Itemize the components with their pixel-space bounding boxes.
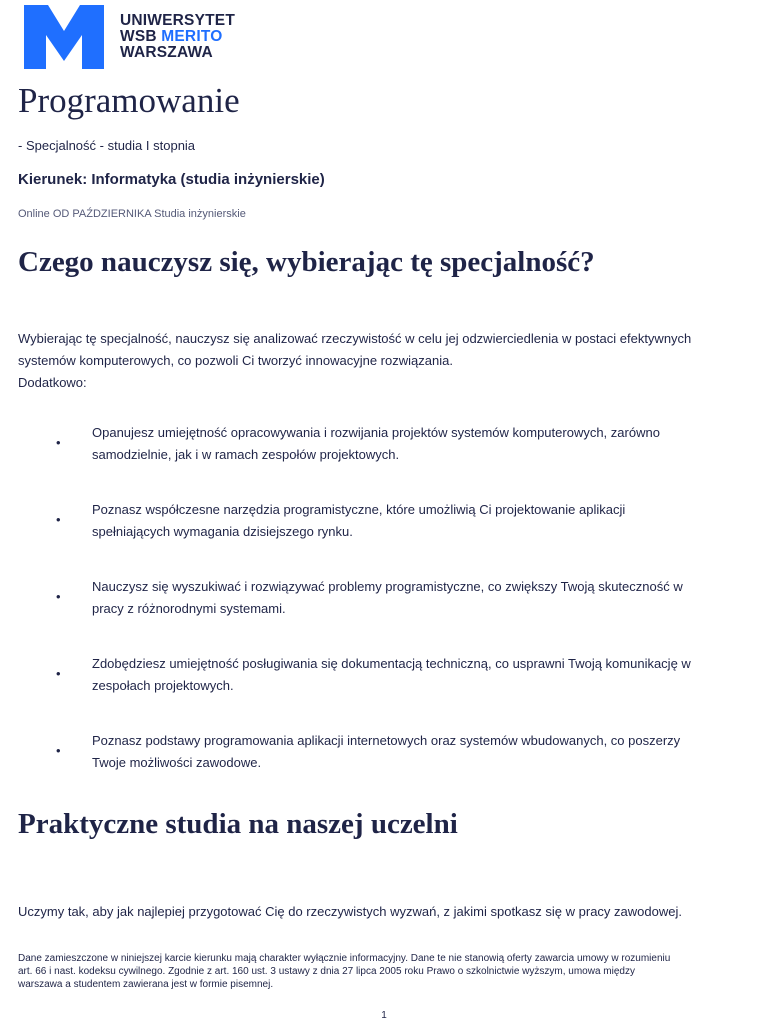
list-item-line: pracy z różnorodnymi systemami. xyxy=(92,601,286,616)
disclaimer-line: Dane zamieszczone w niniejszej karcie kierunku mają charakter wyłącznie informacyjny. Dane te nie stanowią oferty zawarcia umowy w rozumieniu xyxy=(18,953,671,964)
disclaimer-line: art. 66 i nast. kodeksu cywilnego. Zgodnie z art. 160 ust. 3 ustawy z dnia 27 lipca 2005 roku Prawo o szkolnictwie wyższym, umowa między xyxy=(18,966,635,977)
bullet-icon: • xyxy=(56,666,61,681)
logo-line-3: WARSZAWA xyxy=(120,44,213,61)
page-subtitle: - Specjalność - studia I stopnia xyxy=(18,138,196,153)
list-item-text xyxy=(92,730,752,774)
bullet-icon: • xyxy=(56,512,61,527)
disclaimer-line: warszawa a studentem zawierana jest w formie pisemnej. xyxy=(18,979,274,990)
bullet-icon: • xyxy=(56,589,61,604)
page-title: Programowanie xyxy=(18,81,240,120)
section-intro xyxy=(18,328,753,394)
bullet-icon: • xyxy=(56,743,61,758)
university-logo[interactable] xyxy=(24,5,235,69)
list-item-line: samodzielnie, jak i w ramach zespołów projektowych. xyxy=(92,447,400,462)
logo-line-1: UNIWERSYTET xyxy=(120,12,236,29)
legal-disclaimer xyxy=(18,952,753,991)
field-of-study: Kierunek: Informatyka (studia inżynierskie) xyxy=(18,171,325,188)
list-item-line: Opanujesz umiejętność opracowywania i rozwijania projektów systemów komputerowych, zarówno xyxy=(92,425,660,440)
list-item-line: spełniających wymagania dzisiejszego rynku. xyxy=(92,524,353,539)
list-item-text xyxy=(92,499,752,543)
university-name xyxy=(120,13,235,61)
list-item-line: Twoje możliwości zawodowe. xyxy=(92,755,262,770)
list-item-line: Poznasz współczesne narzędzia programistyczne, które umożliwią Ci projektowanie aplikacji xyxy=(92,502,626,517)
practical-studies-text: Uczymy tak, aby jak najlepiej przygotować Cię do rzeczywistych wyzwań, z jakimi spotkasz się w pracy zawodowej. xyxy=(18,904,682,919)
list-item-text xyxy=(92,653,752,697)
page-number: 1 xyxy=(381,1010,387,1021)
intro-line: systemów komputerowych, co pozwoli Ci tworzyć innowacyjne rozwiązania. xyxy=(18,353,453,368)
list-item-line: Zdobędziesz umiejętność posługiwania się dokumentacją techniczną, co usprawni Twoją komunikację w xyxy=(92,656,691,671)
bullet-icon: • xyxy=(56,435,61,450)
logo-merito: MERITO xyxy=(161,28,223,45)
study-mode-meta: Online OD PAŹDZIERNIKA Studia inżynierskie xyxy=(18,208,246,220)
section-heading-practical-studies: Praktyczne studia na naszej uczelni xyxy=(18,808,458,840)
logo-line-2 xyxy=(120,29,235,45)
list-item-text xyxy=(92,422,752,466)
list-item-text xyxy=(92,576,752,620)
list-item-line: Poznasz podstawy programowania aplikacji internetowych oraz systemów wbudowanych, co poszerzy xyxy=(92,733,681,748)
section-heading-what-you-learn: Czego nauczysz się, wybierając tę specjalność? xyxy=(18,246,595,278)
intro-line: Dodatkowo: xyxy=(18,375,87,390)
logo-wsb: WSB xyxy=(120,28,157,45)
intro-line: Wybierając tę specjalność, nauczysz się analizować rzeczywistość w celu jej odzwierciedlenia w postaci efektywnych xyxy=(18,331,692,346)
list-item-line: Nauczysz się wyszukiwać i rozwiązywać problemy programistyczne, co zwiększy Twoją skuteczność w xyxy=(92,579,683,594)
merito-m-logo-icon xyxy=(24,5,104,69)
list-item-line: zespołach projektowych. xyxy=(92,678,234,693)
